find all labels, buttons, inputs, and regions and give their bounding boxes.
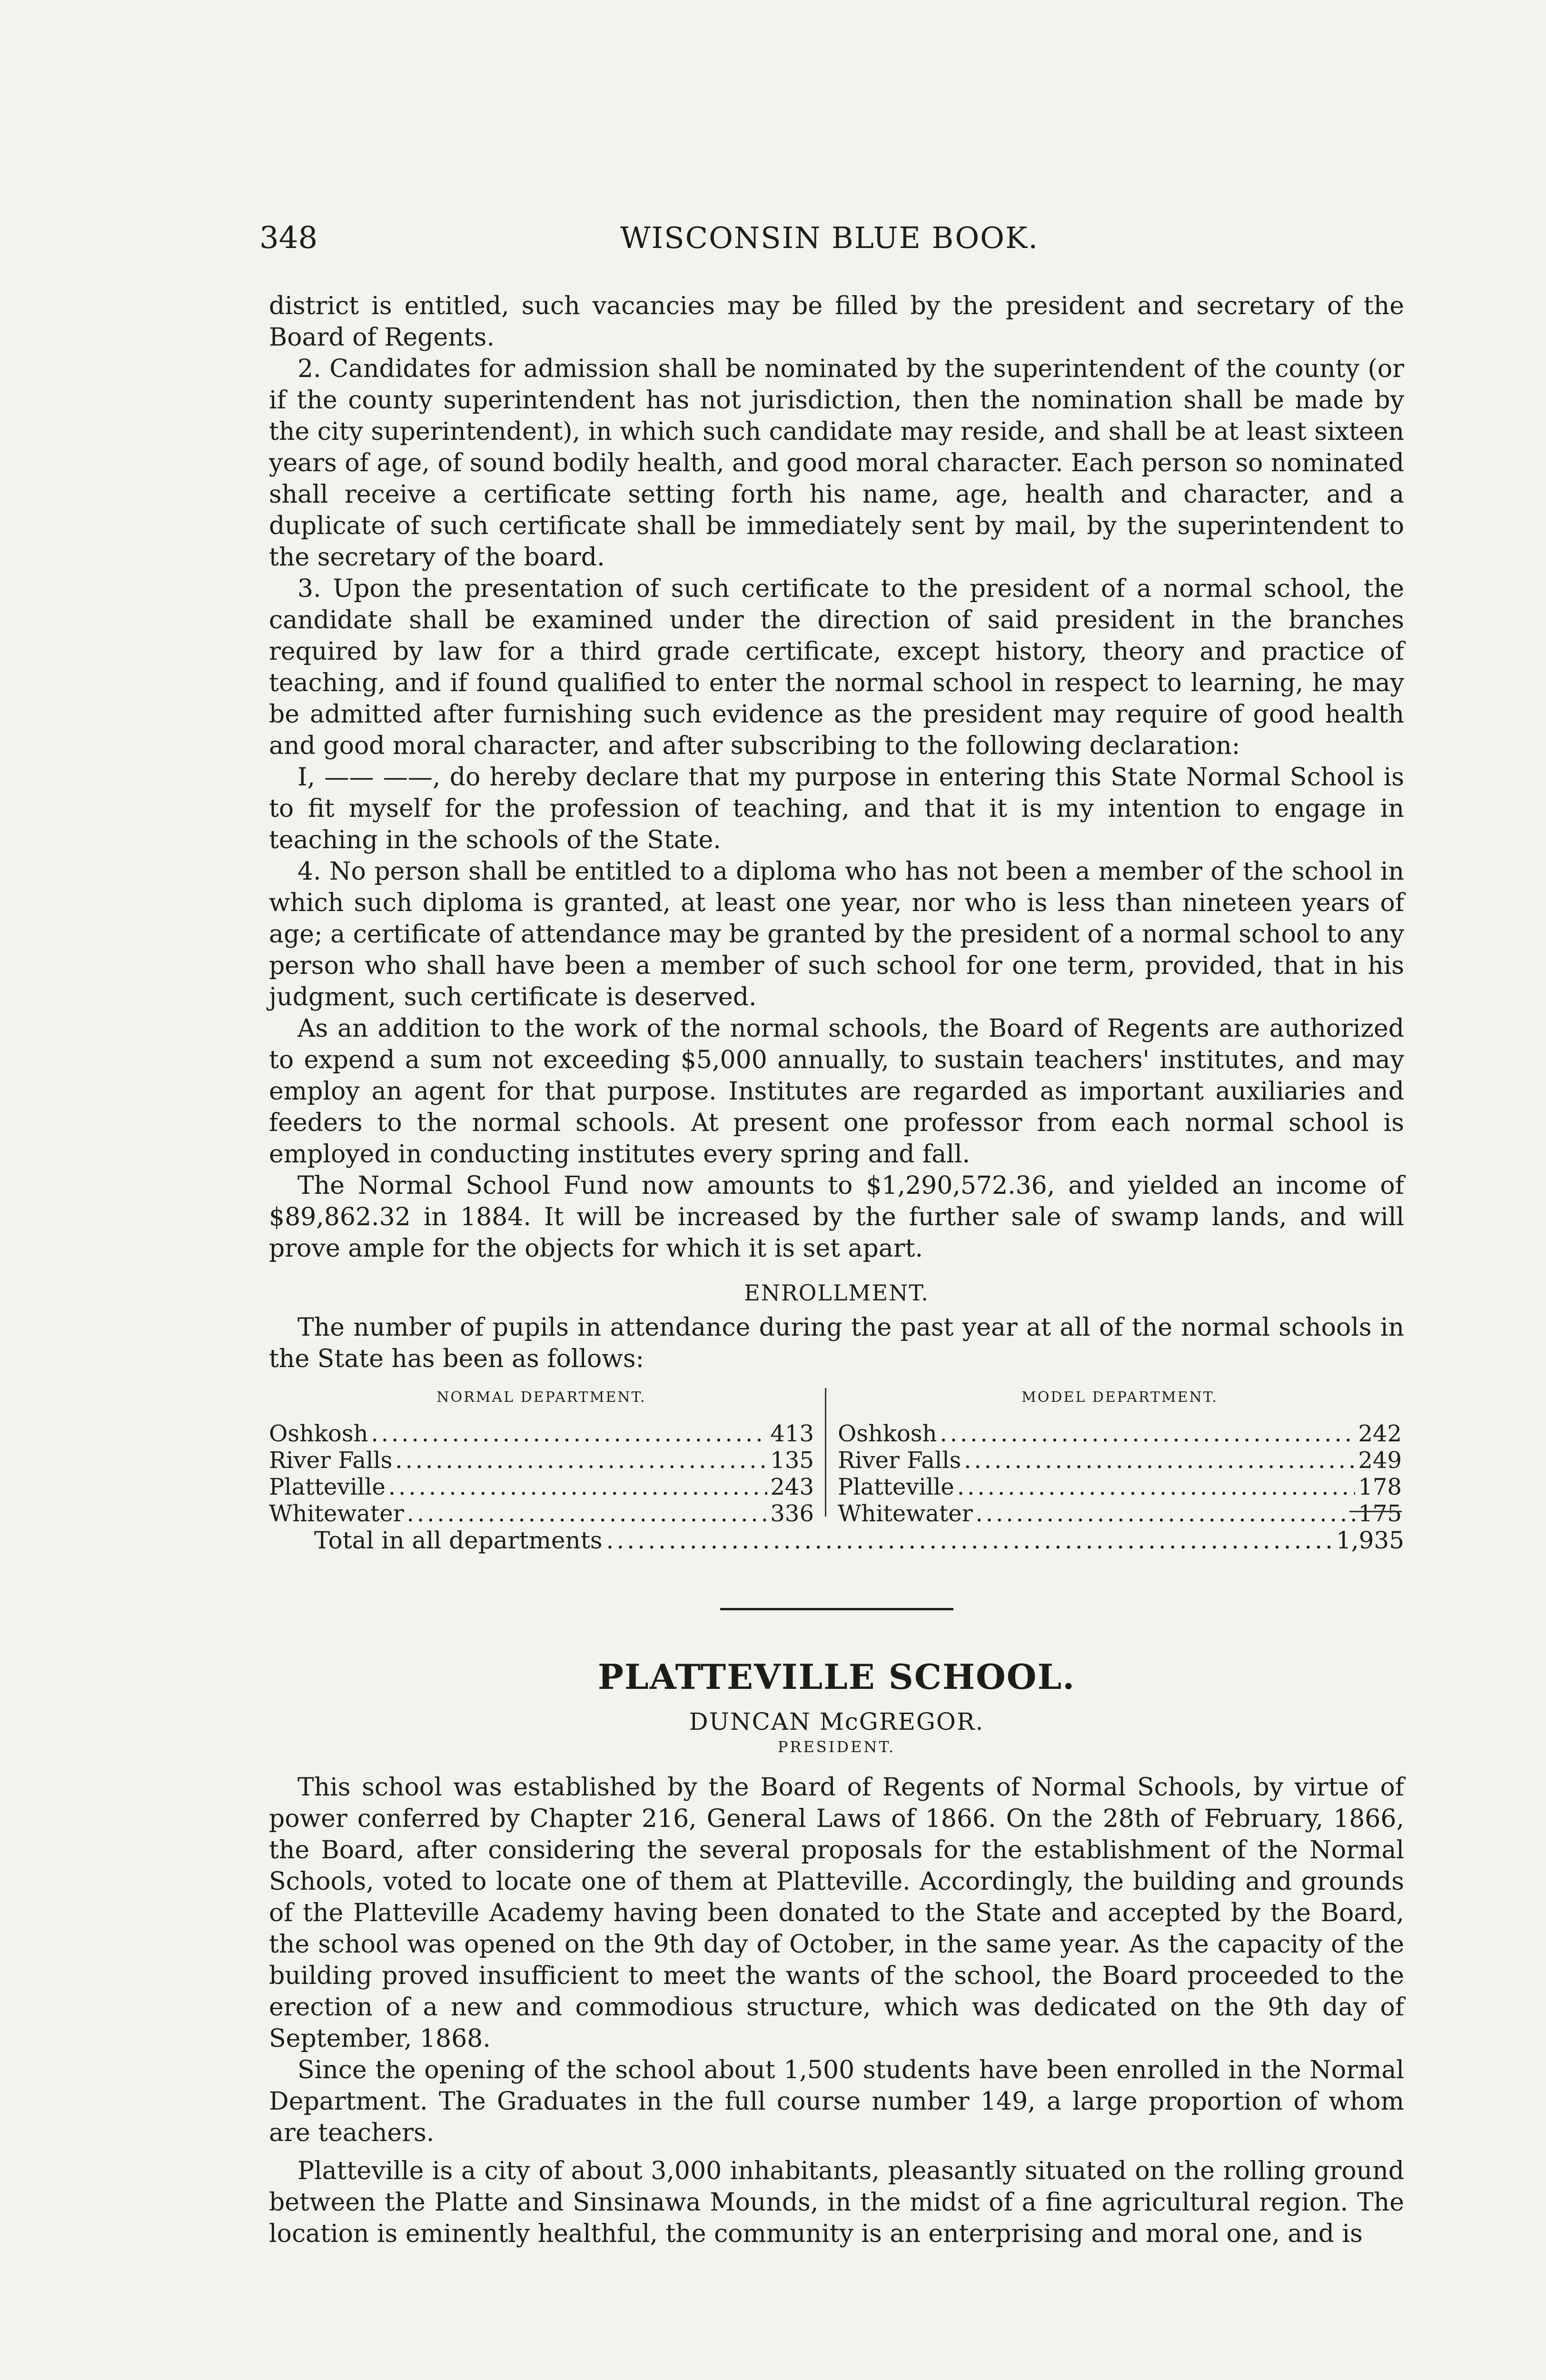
- table-row: [269, 1447, 814, 1474]
- enrollment-value: 249: [1358, 1447, 1402, 1474]
- sum-rule: [1349, 1511, 1402, 1512]
- paragraph: 2. Candidates for admission shall be nominated by the superintendent of the county (or if the county superintendent has not jurisdiction, then the nomination shall be made by the city superintendent), in which such candidate may reside, and shall be at least sixteen years of age, of sound bodily health, and good moral character. Each person so nominated shall receive a certificate setting forth his name, age, health and character, and a duplicate of such certificate shall be immediately sent by mail, by the superintendent to the secretary of the board.: [269, 355, 1404, 572]
- enrollment-value: 413: [770, 1420, 814, 1447]
- school-name: Platteville: [269, 1474, 386, 1500]
- paragraph: Since the opening of the school about 1,500 students have been enrolled in the Normal Department. The Graduates in the full course number 149, a large proportion of whom are teachers.: [269, 2056, 1404, 2147]
- paragraph: The Normal School Fund now amounts to $1,290,572.36, and yielded an income of $89,862.32 in 1884. It will be increased by the further sale of swamp lands, and will prove ample for the objects for which it is set apart.: [269, 1171, 1404, 1263]
- enrollment-value: 175: [1358, 1500, 1402, 1527]
- school-name: River Falls: [838, 1447, 961, 1474]
- normal-department-heading: NORMAL DEPARTMENT.: [436, 1389, 646, 1406]
- school-title: PLATTEVILLE SCHOOL.: [597, 1656, 1076, 1697]
- enrollment-value: 336: [770, 1500, 814, 1527]
- declaration-paragraph: I, —— ——, do hereby declare that my purpose in entering this State Normal School is to fit myself for the profession of teaching, and that it is my intention to engage in teaching in the schools of the State.: [269, 763, 1404, 854]
- paragraph: This school was established by the Board of Regents of Normal Schools, by virtue of power conferred by Chapter 216, General Laws of 1866. On the 28th of February, 1866, the Board, after considering the several proposals for the establishment of the Normal Schools, voted to locate one of them at Platteville. Accordingly, the building and grounds of the Platteville Academy having been donated to the State and accepted by the Board, the school was opened on the 9th day of October, in the same year. As the capacity of the building proved insufficient to meet the wants of the school, the Board proceeded to the erection of a new and commodious structure, which was dedicated on the 9th day of September, 1868.: [269, 1773, 1404, 2053]
- school-name: Platteville: [838, 1474, 954, 1500]
- enrollment-value: 242: [1358, 1420, 1402, 1447]
- column-divider: [825, 1388, 826, 1517]
- model-department-column: [838, 1388, 1402, 1527]
- paragraph: 3. Upon the presentation of such certificate to the president of a normal school, the candidate shall be examined under the direction of said president in the branches required by law for a third grade certificate, except history, theory and practice of teaching, and if found qualified to enter the normal school in respect to learning, he may be admitted after furnishing such evidence as the president may require of good health and good moral character, and after subscribing to the following declaration:: [269, 575, 1404, 760]
- enrollment-intro: The number of pupils in attendance during the past year at all of the normal schools in the State has been as follows:: [269, 1313, 1404, 1373]
- school-name: Oshkosh: [269, 1420, 368, 1447]
- table-row: [838, 1474, 1402, 1500]
- enrollment-value: 135: [770, 1447, 814, 1474]
- paragraph: district is entitled, such vacancies may be filled by the president and secretary of the Board of Regents.: [269, 292, 1404, 352]
- paragraph: As an addition to the work of the normal schools, the Board of Regents are authorized to expend a sum not exceeding $5,000 annually, to sustain teachers' institutes, and may employ an agent for that purpose. Institutes are regarded as important auxiliaries and feeders to the normal schools. At present one professor from each normal school is employed in conducting institutes every spring and fall.: [269, 1014, 1404, 1169]
- paragraph: Platteville is a city of about 3,000 inhabitants, pleasantly situated on the rolling ground between the Platte and Sinsinawa Mounds, in the midst of a fine agricultural region. The location is eminently healthful, the community is an enterprising and moral one, and is: [269, 2157, 1404, 2248]
- enrollment-table: [269, 1388, 1404, 1527]
- total-value: 1,935: [1336, 1527, 1404, 1554]
- running-head: [259, 217, 1399, 259]
- school-name: Oshkosh: [838, 1420, 937, 1447]
- school-name: River Falls: [269, 1447, 393, 1474]
- table-row: [269, 1420, 814, 1447]
- section-divider: [720, 1608, 953, 1610]
- model-department-heading: MODEL DEPARTMENT.: [1021, 1389, 1218, 1406]
- president-title: PRESIDENT.: [777, 1738, 896, 1756]
- table-row: [269, 1474, 814, 1500]
- school-name: Whitewater: [269, 1500, 404, 1527]
- table-row: [838, 1500, 1402, 1527]
- page-number: 348: [259, 220, 318, 256]
- normal-department-column: [269, 1388, 814, 1527]
- total-row: [269, 1525, 1404, 1556]
- president-name: DUNCAN McGREGOR.: [689, 1708, 984, 1735]
- running-title: WISCONSIN BLUE BOOK.: [620, 220, 1039, 255]
- table-row: [838, 1420, 1402, 1447]
- body-text: [269, 290, 1404, 2250]
- table-row: [838, 1447, 1402, 1474]
- enrollment-value: 243: [770, 1474, 814, 1500]
- table-row: [269, 1500, 814, 1527]
- school-name: Whitewater: [838, 1500, 973, 1527]
- total-label: Total in all departments: [314, 1527, 603, 1554]
- enrollment-heading: ENROLLMENT.: [744, 1280, 929, 1306]
- paragraph: 4. No person shall be entitled to a diploma who has not been a member of the school in which such diploma is granted, at least one year, nor who is less than nineteen years of age; a certificate of attendance may be granted by the president of a normal school to any person who shall have been a member of such school for one term, provided, that in his judgment, such certificate is deserved.: [269, 857, 1404, 1012]
- enrollment-value: 178: [1358, 1474, 1402, 1500]
